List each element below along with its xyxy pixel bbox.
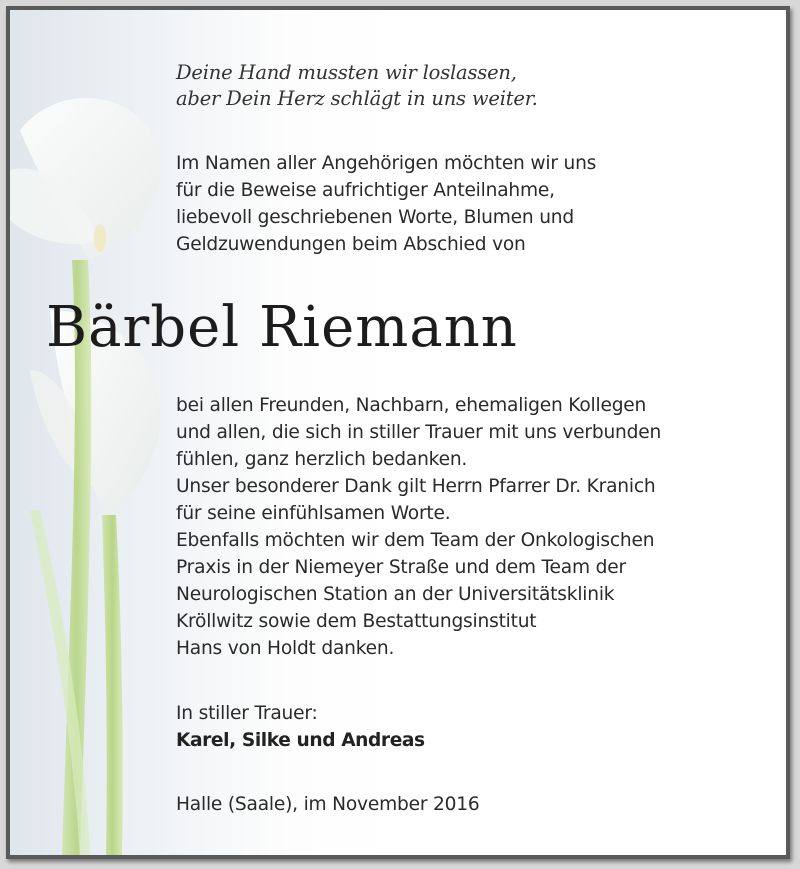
motto-verse: Deine Hand mussten wir loslassen, aber Dein Herz schlägt in uns weiter. — [176, 61, 538, 110]
mourners-names: Karel, Silke und Andreas — [176, 730, 425, 751]
thanks-text: bei allen Freunden, Nachbarn, ehemaligen Kollegen und allen, die sich in stiller Trauer mit uns verbunden fühlen, ganz herzlich bedanken. Unser besonderer Dank gilt Herrn Pfarrer Dr. Kranich für seine einfühlsamen Worte. Ebenfalls möchten wir dem Team der Onkologischen Praxis in der Niemeyer Straße und dem Team der Neurologischen Station an der Universitätsklinik Kröllwitz sowie dem Bestattungsinstitut Hans von Holdt danken. — [176, 395, 662, 659]
place-date: Halle (Saale), im November 2016 — [176, 794, 480, 815]
deceased-name: Bärbel Riemann — [46, 295, 518, 360]
intro-text: Im Namen aller Angehörigen möchten wir uns für die Beweise aufrichtiger Anteilnahme, liebevoll geschriebenen Worte, Blumen und Geldzuwendungen beim Abschied von — [176, 153, 597, 255]
obituary-card — [6, 6, 790, 859]
mourning-label: In stiller Trauer: — [176, 703, 318, 724]
